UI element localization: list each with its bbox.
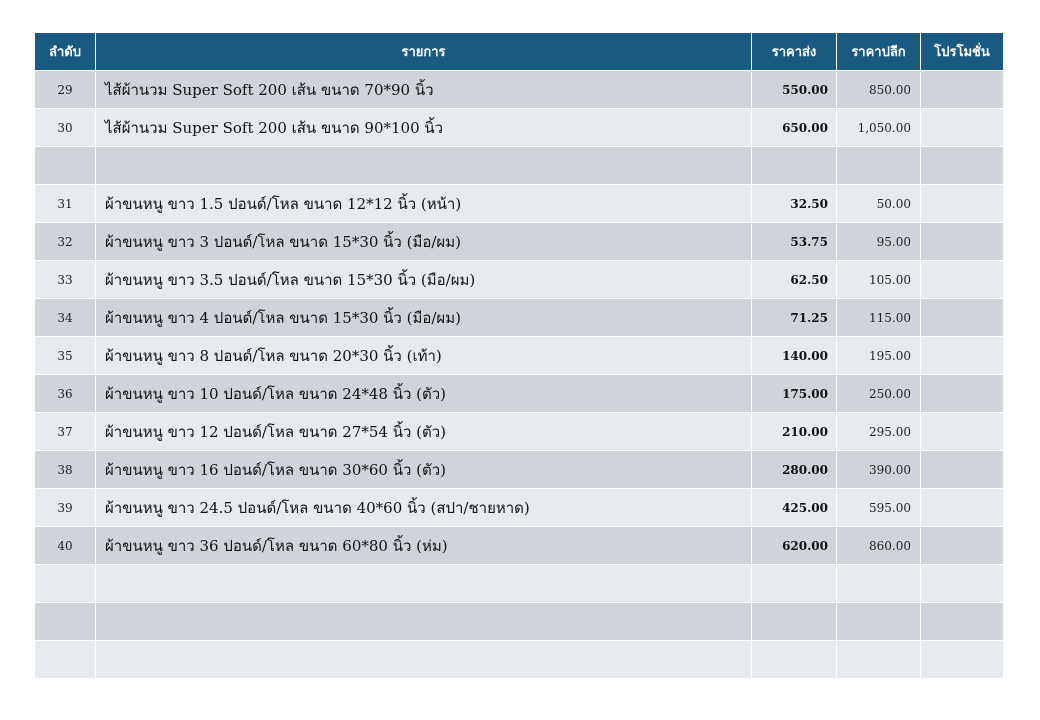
cell-item: ไส้ผ้านวม Super Soft 200 เส้น ขนาด 90*100 นิ้ว [96,109,752,147]
cell-retail-price: 195.00 [837,337,921,375]
table-row [35,603,1004,641]
cell-item: ผ้าขนหนู ขาว 24.5 ปอนด์/โหล ขนาด 40*60 นิ้ว (สปา/ชายหาด) [96,489,752,527]
cell-item: ผ้าขนหนู ขาว 10 ปอนด์/โหล ขนาด 24*48 นิ้ว (ตัว) [96,375,752,413]
header-wholesale: ราคาส่ง [752,33,837,71]
cell-item [96,641,752,679]
cell-no: 33 [35,261,96,299]
cell-wholesale-price: 140.00 [752,337,837,375]
cell-wholesale-price: 62.50 [752,261,837,299]
cell-no: 40 [35,527,96,565]
table-row [35,641,1004,679]
cell-wholesale-price: 210.00 [752,413,837,451]
table-row [35,565,1004,603]
table-row [35,147,1004,185]
cell-retail-price: 1,050.00 [837,109,921,147]
cell-item: ผ้าขนหนู ขาว 4 ปอนด์/โหล ขนาด 15*30 นิ้ว (มือ/ผม) [96,299,752,337]
cell-retail-price: 95.00 [837,223,921,261]
cell-wholesale-price: 53.75 [752,223,837,261]
cell-item: ผ้าขนหนู ขาว 16 ปอนด์/โหล ขนาด 30*60 นิ้ว (ตัว) [96,451,752,489]
cell-no: 35 [35,337,96,375]
cell-no: 30 [35,109,96,147]
table-row [35,299,1004,337]
cell-wholesale-price [752,641,837,679]
cell-item: ผ้าขนหนู ขาว 3.5 ปอนด์/โหล ขนาด 15*30 นิ้ว (มือ/ผม) [96,261,752,299]
table-body [35,71,1004,679]
cell-no [35,641,96,679]
cell-no: 32 [35,223,96,261]
cell-wholesale-price: 280.00 [752,451,837,489]
cell-promotion [921,489,1004,527]
cell-item: ไส้ผ้านวม Super Soft 200 เส้น ขนาด 70*90 นิ้ว [96,71,752,109]
cell-wholesale-price: 175.00 [752,375,837,413]
cell-wholesale-price: 550.00 [752,71,837,109]
cell-retail-price: 390.00 [837,451,921,489]
cell-wholesale-price: 620.00 [752,527,837,565]
header-promo: โปรโมชั่น [921,33,1004,71]
cell-retail-price: 250.00 [837,375,921,413]
header-retail: ราคาปลีก [837,33,921,71]
header-no: ลำดับ [35,33,96,71]
cell-retail-price: 50.00 [837,185,921,223]
cell-promotion [921,375,1004,413]
cell-no: 34 [35,299,96,337]
cell-no [35,147,96,185]
cell-promotion [921,603,1004,641]
table-row [35,337,1004,375]
cell-promotion [921,337,1004,375]
cell-item [96,565,752,603]
cell-promotion [921,299,1004,337]
cell-wholesale-price [752,147,837,185]
cell-wholesale-price: 425.00 [752,489,837,527]
cell-promotion [921,261,1004,299]
cell-item [96,147,752,185]
header-row [35,33,1004,71]
table-row [35,185,1004,223]
cell-item: ผ้าขนหนู ขาว 3 ปอนด์/โหล ขนาด 15*30 นิ้ว (มือ/ผม) [96,223,752,261]
cell-promotion [921,565,1004,603]
cell-promotion [921,641,1004,679]
cell-promotion [921,413,1004,451]
cell-retail-price: 595.00 [837,489,921,527]
table-row [35,71,1004,109]
cell-retail-price: 860.00 [837,527,921,565]
cell-item: ผ้าขนหนู ขาว 36 ปอนด์/โหล ขนาด 60*80 นิ้ว (ห่ม) [96,527,752,565]
cell-item: ผ้าขนหนู ขาว 12 ปอนด์/โหล ขนาด 27*54 นิ้ว (ตัว) [96,413,752,451]
cell-promotion [921,527,1004,565]
cell-no: 38 [35,451,96,489]
cell-wholesale-price [752,565,837,603]
cell-no: 36 [35,375,96,413]
table-row [35,527,1004,565]
cell-retail-price: 105.00 [837,261,921,299]
table-row [35,261,1004,299]
cell-retail-price [837,603,921,641]
cell-no: 31 [35,185,96,223]
table-row [35,451,1004,489]
cell-item [96,603,752,641]
table-row [35,109,1004,147]
cell-retail-price: 295.00 [837,413,921,451]
table-row [35,489,1004,527]
header-item: รายการ [96,33,752,71]
cell-promotion [921,223,1004,261]
cell-item: ผ้าขนหนู ขาว 8 ปอนด์/โหล ขนาด 20*30 นิ้ว (เท้า) [96,337,752,375]
cell-promotion [921,185,1004,223]
cell-item: ผ้าขนหนู ขาว 1.5 ปอนด์/โหล ขนาด 12*12 นิ้ว (หน้า) [96,185,752,223]
cell-retail-price [837,147,921,185]
table-row [35,223,1004,261]
cell-promotion [921,71,1004,109]
price-table [34,32,1004,679]
cell-retail-price: 115.00 [837,299,921,337]
cell-wholesale-price: 71.25 [752,299,837,337]
cell-no: 39 [35,489,96,527]
cell-promotion [921,451,1004,489]
cell-no: 29 [35,71,96,109]
cell-wholesale-price [752,603,837,641]
table-row [35,375,1004,413]
cell-no [35,565,96,603]
cell-retail-price: 850.00 [837,71,921,109]
cell-retail-price [837,565,921,603]
cell-promotion [921,147,1004,185]
cell-no [35,603,96,641]
cell-wholesale-price: 32.50 [752,185,837,223]
table-row [35,413,1004,451]
cell-no: 37 [35,413,96,451]
cell-promotion [921,109,1004,147]
cell-retail-price [837,641,921,679]
cell-wholesale-price: 650.00 [752,109,837,147]
